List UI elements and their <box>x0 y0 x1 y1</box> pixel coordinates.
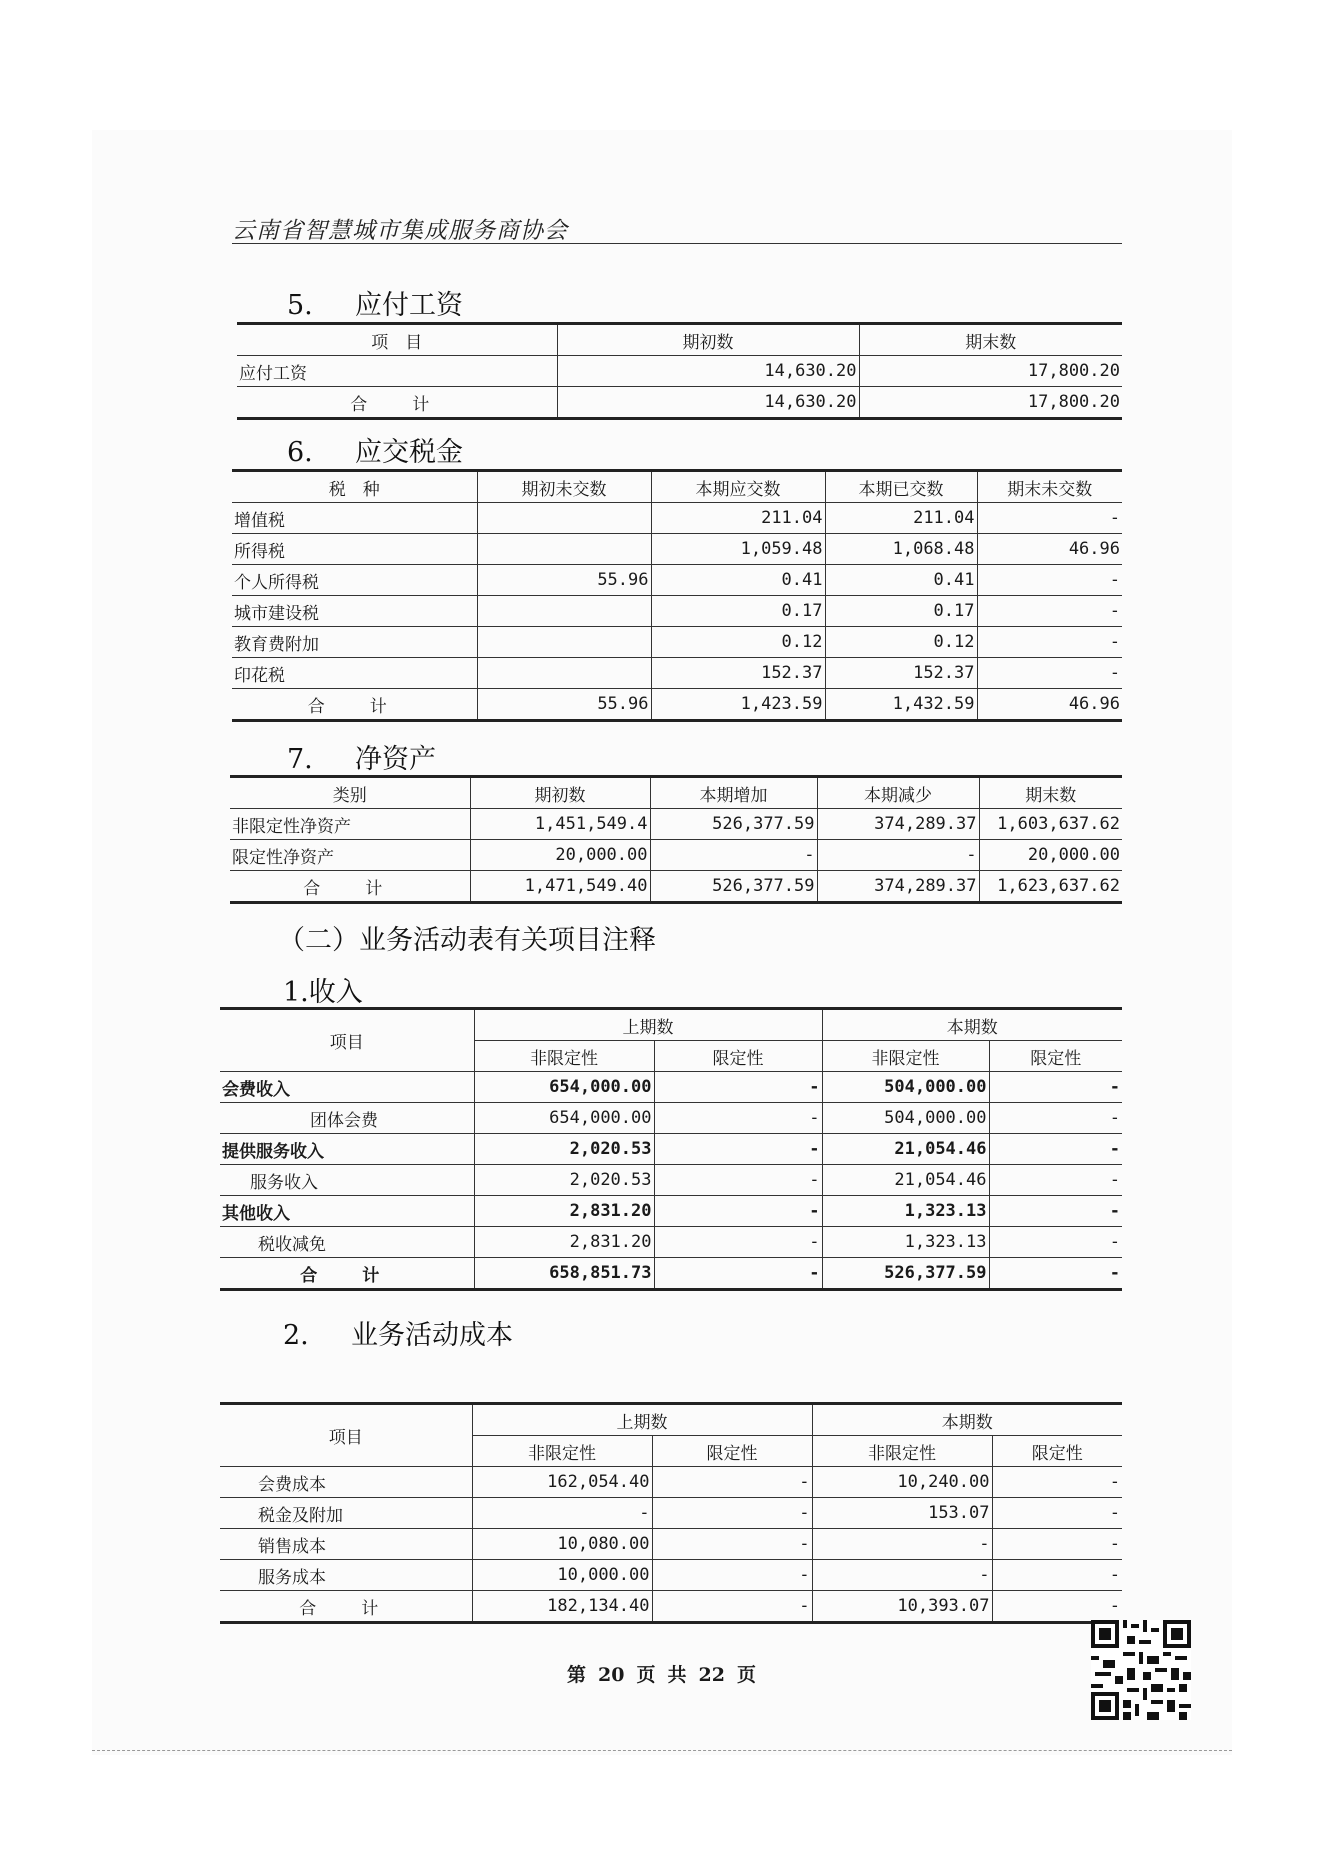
section-6-title <box>287 430 463 469</box>
cell-value: 504,000.00 <box>822 1072 989 1103</box>
row-label: 限定性净资产 <box>230 840 470 871</box>
col-header: 税 种 <box>232 471 477 503</box>
col-header: 类别 <box>230 777 470 809</box>
cell-value: 17,800.20 <box>859 387 1122 419</box>
cell-value: - <box>992 1498 1122 1529</box>
col-header: 期末数 <box>859 324 1122 356</box>
cell-value: 1,423.59 <box>651 689 825 721</box>
bottom-rule <box>92 1750 1232 1751</box>
col-header: 上期数 <box>474 1009 822 1041</box>
col-header: 限定性 <box>654 1041 822 1072</box>
row-label: 其他收入 <box>220 1196 474 1227</box>
section-label: 净资产 <box>355 744 436 775</box>
total-row <box>230 871 1122 903</box>
page-text: 页 <box>636 1664 656 1686</box>
table-row <box>220 1529 1122 1560</box>
total-label: 合 计 <box>220 1258 474 1290</box>
cell-value: - <box>977 627 1122 658</box>
col-header: 非限定性 <box>812 1436 992 1467</box>
cell-value: 46.96 <box>977 689 1122 721</box>
total-label: 合 计 <box>237 387 557 419</box>
row-label: 团体会费 <box>220 1103 474 1134</box>
cell-value: - <box>650 840 817 871</box>
cell-value: 0.17 <box>825 596 977 627</box>
cell-value <box>477 503 651 534</box>
table-row <box>232 565 1122 596</box>
col-header: 非限定性 <box>472 1436 652 1467</box>
cell-value: 0.41 <box>825 565 977 596</box>
cell-value: - <box>989 1227 1122 1258</box>
total-row <box>232 689 1122 721</box>
col-header: 本期增加 <box>650 777 817 809</box>
row-label: 个人所得税 <box>232 565 477 596</box>
cost-table <box>220 1402 1122 1624</box>
cell-value: - <box>989 1072 1122 1103</box>
cell-value: 2,020.53 <box>474 1134 654 1165</box>
cell-value: 504,000.00 <box>822 1103 989 1134</box>
cell-value: 526,377.59 <box>822 1258 989 1290</box>
cell-value: 182,134.40 <box>472 1591 652 1623</box>
cell-value <box>477 534 651 565</box>
col-header: 本期已交数 <box>825 471 977 503</box>
cell-value: 20,000.00 <box>979 840 1122 871</box>
cell-value: 0.17 <box>651 596 825 627</box>
cell-value: 1,323.13 <box>822 1227 989 1258</box>
cell-value: - <box>472 1498 652 1529</box>
table-row <box>232 658 1122 689</box>
cell-value: - <box>652 1498 812 1529</box>
cost-title <box>283 1313 513 1352</box>
tax-table <box>232 469 1122 722</box>
row-label: 所得税 <box>232 534 477 565</box>
cell-value: - <box>652 1591 812 1623</box>
table-row <box>232 534 1122 565</box>
row-label: 教育费附加 <box>232 627 477 658</box>
row-label: 税金及附加 <box>220 1498 472 1529</box>
cell-value: 55.96 <box>477 565 651 596</box>
cell-value: - <box>992 1591 1122 1623</box>
cell-value: - <box>977 503 1122 534</box>
income-title: 1.收入 <box>283 977 363 1008</box>
cell-value: - <box>989 1258 1122 1290</box>
col-header: 期初数 <box>557 324 859 356</box>
cell-value: - <box>812 1560 992 1591</box>
cell-value: 17,800.20 <box>859 356 1122 387</box>
cell-value: 0.12 <box>651 627 825 658</box>
total-label: 合 计 <box>232 689 477 721</box>
table-row <box>220 1196 1122 1227</box>
col-header: 项目 <box>220 1009 474 1072</box>
cell-value: 21,054.46 <box>822 1165 989 1196</box>
cell-value: 2,831.20 <box>474 1196 654 1227</box>
page-text: 第 <box>567 1664 587 1686</box>
row-label: 非限定性净资产 <box>230 809 470 840</box>
cell-value: - <box>989 1103 1122 1134</box>
section-number: 6. <box>287 437 313 468</box>
cell-value: - <box>992 1467 1122 1498</box>
cell-value <box>477 596 651 627</box>
col-header: 本期数 <box>812 1404 1122 1436</box>
cell-value: 211.04 <box>651 503 825 534</box>
cell-value: 1,068.48 <box>825 534 977 565</box>
col-header: 期初未交数 <box>477 471 651 503</box>
cell-value: 654,000.00 <box>474 1103 654 1134</box>
cell-value: 2,831.20 <box>474 1227 654 1258</box>
cell-value: - <box>989 1134 1122 1165</box>
row-label: 服务收入 <box>220 1165 474 1196</box>
col-header: 项 目 <box>237 324 557 356</box>
cell-value: 526,377.59 <box>650 809 817 840</box>
cell-value: 10,080.00 <box>472 1529 652 1560</box>
section-label: 应付工资 <box>355 290 463 321</box>
cell-value: - <box>992 1529 1122 1560</box>
col-header: 项目 <box>220 1404 472 1467</box>
row-label: 销售成本 <box>220 1529 472 1560</box>
row-label: 印花税 <box>232 658 477 689</box>
table-row <box>232 503 1122 534</box>
cell-value: - <box>654 1165 822 1196</box>
row-label: 会费成本 <box>220 1467 472 1498</box>
cell-value: 2,020.53 <box>474 1165 654 1196</box>
cell-value: 21,054.46 <box>822 1134 989 1165</box>
cell-value: 374,289.37 <box>817 871 979 903</box>
table-row <box>230 809 1122 840</box>
table-row <box>220 1134 1122 1165</box>
table-row <box>220 1498 1122 1529</box>
income-table <box>220 1007 1122 1291</box>
page-text: 页 <box>736 1664 756 1686</box>
table-row <box>230 840 1122 871</box>
col-header: 限定性 <box>989 1041 1122 1072</box>
cell-value: - <box>654 1196 822 1227</box>
section-label: 业务活动成本 <box>351 1320 513 1351</box>
col-header: 非限定性 <box>474 1041 654 1072</box>
qr-code-icon <box>1091 1620 1191 1720</box>
col-header: 期末未交数 <box>977 471 1122 503</box>
table-row <box>220 1165 1122 1196</box>
col-header: 本期减少 <box>817 777 979 809</box>
part-2-title: （二）业务活动表有关项目注释 <box>278 925 656 956</box>
cell-value <box>477 627 651 658</box>
col-header: 本期数 <box>822 1009 1122 1041</box>
cell-value: - <box>977 565 1122 596</box>
total-row <box>220 1591 1122 1623</box>
section-label: 应交税金 <box>355 437 463 468</box>
row-label: 服务成本 <box>220 1560 472 1591</box>
cell-value: 0.41 <box>651 565 825 596</box>
cell-value: 658,851.73 <box>474 1258 654 1290</box>
cell-value: 10,000.00 <box>472 1560 652 1591</box>
cell-value: 1,432.59 <box>825 689 977 721</box>
net-assets-table <box>230 775 1122 904</box>
cell-value: 152.37 <box>825 658 977 689</box>
section-number: 7. <box>287 744 313 775</box>
cell-value: - <box>977 658 1122 689</box>
page-total: 22 <box>698 1664 725 1686</box>
cell-value: 153.07 <box>812 1498 992 1529</box>
table-row <box>220 1227 1122 1258</box>
cell-value: 1,451,549.4 <box>470 809 650 840</box>
cell-value: - <box>989 1165 1122 1196</box>
cell-value: - <box>654 1227 822 1258</box>
cell-value: - <box>654 1072 822 1103</box>
cell-value: - <box>992 1560 1122 1591</box>
cell-value: 1,323.13 <box>822 1196 989 1227</box>
cell-value: 1,603,637.62 <box>979 809 1122 840</box>
cell-value: - <box>652 1560 812 1591</box>
cell-value: 654,000.00 <box>474 1072 654 1103</box>
cell-value: - <box>812 1529 992 1560</box>
cell-value: 1,471,549.40 <box>470 871 650 903</box>
cell-value: - <box>817 840 979 871</box>
section-number: 5. <box>287 290 313 321</box>
cell-value: 55.96 <box>477 689 651 721</box>
cell-value: 20,000.00 <box>470 840 650 871</box>
cell-value: - <box>977 596 1122 627</box>
cell-value: - <box>654 1134 822 1165</box>
page-text: 共 <box>667 1664 687 1686</box>
cell-value <box>477 658 651 689</box>
row-label: 应付工资 <box>237 356 557 387</box>
row-label: 税收减免 <box>220 1227 474 1258</box>
payroll-table <box>237 322 1122 420</box>
total-label: 合 计 <box>220 1591 472 1623</box>
total-row <box>237 387 1122 419</box>
cell-value: 162,054.40 <box>472 1467 652 1498</box>
cell-value: 10,393.07 <box>812 1591 992 1623</box>
cell-value: 10,240.00 <box>812 1467 992 1498</box>
total-row <box>220 1258 1122 1290</box>
col-header: 限定性 <box>992 1436 1122 1467</box>
cell-value: 374,289.37 <box>817 809 979 840</box>
page-current: 20 <box>598 1664 625 1686</box>
cell-value: 46.96 <box>977 534 1122 565</box>
cell-value: - <box>652 1467 812 1498</box>
col-header: 期末数 <box>979 777 1122 809</box>
total-label: 合 计 <box>230 871 470 903</box>
table-row <box>232 627 1122 658</box>
table-row <box>220 1072 1122 1103</box>
cell-value: 526,377.59 <box>650 871 817 903</box>
table-row <box>237 356 1122 387</box>
row-label: 增值税 <box>232 503 477 534</box>
col-header: 上期数 <box>472 1404 812 1436</box>
col-header: 期初数 <box>470 777 650 809</box>
table-row <box>220 1467 1122 1498</box>
col-header: 非限定性 <box>822 1041 989 1072</box>
cell-value: 0.12 <box>825 627 977 658</box>
cell-value: 14,630.20 <box>557 387 859 419</box>
cell-value: 1,623,637.62 <box>979 871 1122 903</box>
section-7-title <box>287 737 436 776</box>
row-label: 提供服务收入 <box>220 1134 474 1165</box>
header-rule <box>232 243 1122 244</box>
cell-value: - <box>652 1529 812 1560</box>
table-row <box>232 596 1122 627</box>
org-header: 云南省智慧城市集成服务商协会 <box>232 218 568 244</box>
cell-value: 1,059.48 <box>651 534 825 565</box>
section-5-title <box>287 283 463 322</box>
cell-value: 14,630.20 <box>557 356 859 387</box>
section-number: 2. <box>283 1320 309 1351</box>
cell-value: - <box>989 1196 1122 1227</box>
col-header: 限定性 <box>652 1436 812 1467</box>
col-header: 本期应交数 <box>651 471 825 503</box>
table-row <box>220 1103 1122 1134</box>
cell-value: 152.37 <box>651 658 825 689</box>
table-row <box>220 1560 1122 1591</box>
cell-value: - <box>654 1103 822 1134</box>
cell-value: 211.04 <box>825 503 977 534</box>
row-label: 城市建设税 <box>232 596 477 627</box>
cell-value: - <box>654 1258 822 1290</box>
row-label: 会费收入 <box>220 1072 474 1103</box>
